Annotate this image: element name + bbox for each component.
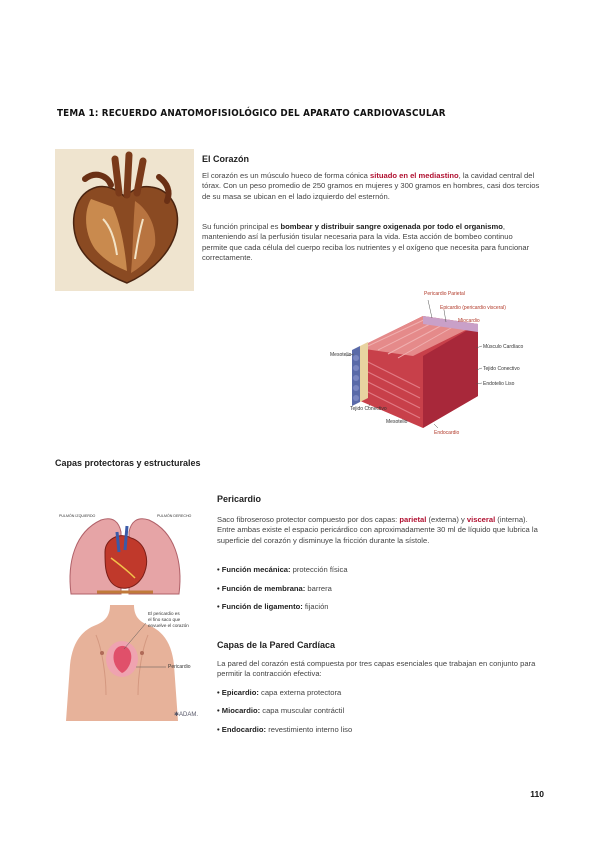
corazon-p1-text-c: , la cavidad central del tórax. Con un peso promedio de 250 gramos en mujeres y 300 gramos en hombres, casi dos tercios de su masa se ubican en el lado izquierdo del esternón. — [202, 171, 540, 201]
pericardium-chest-illustration — [59, 512, 192, 596]
bullet-text: barrera — [305, 584, 332, 593]
corazon-p2-bold: bombear y distribuir sangre oxigenada por todo el organismo — [280, 222, 503, 231]
label-pulmon-derecho: PULMÓN DERECHO — [157, 514, 192, 518]
label-tejido-conectivo-left: Tejido Conectivo — [350, 406, 387, 412]
pared-bullet-1 — [217, 688, 341, 697]
bullet-label: • Función de membrana: — [217, 584, 306, 593]
label-pulmon-izquierdo: PULMÓN IZQUIERDO — [59, 514, 96, 518]
label-endocardio: Endocardio — [434, 430, 460, 436]
bullet-text: revestimiento interno liso — [266, 725, 353, 734]
label-pericardio: Pericardio — [168, 664, 191, 670]
pared-bullet-3 — [217, 725, 352, 734]
corazon-p1-text-a: El corazón es un músculo hueco de forma cónica — [202, 171, 370, 180]
caption-line-2: el fino saco que — [148, 617, 181, 622]
bullet-text: protección física — [290, 565, 348, 574]
pared-heading: Capas de la Pared Cardíaca — [217, 640, 336, 650]
label-endotelio-liso: Endotelio Liso — [483, 381, 515, 387]
bullet-text: fijación — [302, 602, 329, 611]
label-miocardio: Miocardio — [458, 318, 480, 324]
corazon-paragraph-1 — [202, 171, 540, 202]
heart-wall-layers-icon — [328, 288, 543, 440]
pericardio-parietal-highlight: parietal — [399, 515, 427, 524]
pared-paragraph: La pared del corazón está compuesta por tres capas esenciales que trabajan en conjunto para permitir la contracción efectiva: — [217, 659, 536, 679]
pared-bullet-2 — [217, 706, 344, 715]
heart-drawing-icon — [55, 149, 194, 291]
corazon-paragraph-2 — [202, 222, 540, 264]
label-epicardio: Epicardio (pericardio visceral) — [440, 305, 506, 311]
corazon-p1-highlight: situado en el mediastino — [370, 171, 459, 180]
pericardio-text-a: Saco fibroseroso protector compuesto por dos capas: — [217, 515, 400, 524]
heart-wall-diagram — [328, 288, 543, 440]
page-number: 110 — [530, 789, 544, 799]
thorax-lungs-icon — [61, 512, 192, 596]
pericardio-paragraph — [217, 515, 543, 546]
label-musculo-cardiaco: Músculo Cardíaco — [483, 344, 524, 350]
bullet-label: • Función de ligamento: — [217, 602, 303, 611]
torso-illustration — [66, 605, 206, 721]
bullet-label: • Función mecánica: — [217, 565, 291, 574]
heart-illustration — [55, 149, 194, 291]
pericardio-bullet-3 — [217, 602, 329, 611]
pericardio-bullet-2 — [217, 584, 332, 593]
bullet-label: • Epicardio: — [217, 688, 259, 697]
bullet-label: • Miocardio: — [217, 706, 261, 715]
pericardio-bullet-1 — [217, 565, 348, 574]
corazon-p2-text-a: Su función principal es — [202, 222, 281, 231]
pericardio-visceral-highlight: visceral — [466, 515, 496, 524]
corazon-heading: El Corazón — [202, 154, 250, 164]
pericardio-text-c: (externa) y — [426, 515, 467, 524]
pericardio-text-e: (interna). Entre ambas existe el espacio pericárdico con aproximadamente 30 ml de líquido que lubrica la superficie del corazón y disminuye la fricción durante la sístole. — [217, 515, 538, 545]
caption-line-1: El pericardio es — [148, 611, 180, 616]
bullet-text: capa muscular contráctil — [260, 706, 345, 715]
corazon-p2-text-c: , manteniendo así la perfusión tisular necesaria para la vida. Esta acción de bombeo continuo permite que cada célula del cuerpo reciba los nutrientes y el oxígeno que necesita para funcionar correctamente. — [202, 222, 530, 263]
bullet-text: capa externa protectora — [258, 688, 342, 697]
chapter-title: TEMA 1: RECUERDO ANATOMOFISIOLÓGICO DEL APARATO CARDIOVASCULAR — [57, 108, 446, 119]
label-pericardio-parietal: Pericardio Parietal — [424, 291, 465, 297]
caption-line-3: envuelve el corazón — [148, 623, 189, 628]
adam-logo: ✱ADAM. — [174, 712, 199, 718]
bullet-label: • Endocardio: — [217, 725, 267, 734]
capas-heading: Capas protectoras y estructurales — [55, 458, 201, 468]
label-mesotelio-bottom: Mesotelio — [386, 419, 408, 425]
label-tejido-conectivo-right: Tejido Conectivo — [483, 366, 520, 372]
label-mesotelio-left: Mesotelio — [330, 352, 352, 358]
pericardio-heading: Pericardio — [217, 494, 262, 504]
